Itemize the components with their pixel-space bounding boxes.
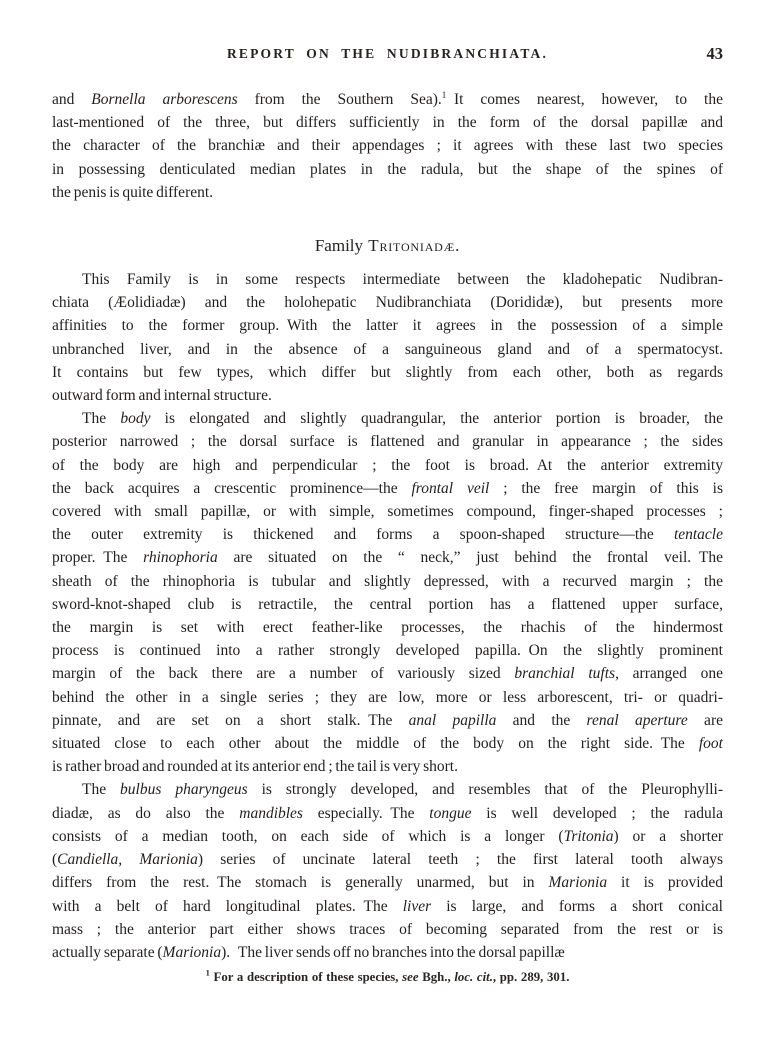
superscript-ref: 1 — [441, 89, 447, 100]
text-line — [52, 871, 723, 894]
text-segment: Marionia — [548, 874, 608, 892]
text-line — [52, 477, 723, 500]
text-line — [52, 895, 723, 918]
paragraph — [52, 88, 723, 204]
running-head-title: REPORT ON THE NUDIBRANCHIATA. — [226, 46, 549, 61]
text-line — [52, 361, 723, 384]
text-segment: and the — [496, 711, 587, 729]
text-line — [52, 639, 723, 662]
text-segment: ; the free margin of this is — [489, 479, 723, 497]
text-segment: situated close to each other about the middle of the body on the right side. The — [52, 735, 699, 753]
text-line — [52, 181, 723, 204]
text-segment: ( — [52, 851, 58, 869]
text-segment: ). The liver sends off no branches into the dorsal papillæ — [221, 943, 565, 961]
text-segment: process is continued into a rather strongly developed papilla. On the slightly prominent — [52, 642, 723, 660]
text-segment: , arranged one — [615, 665, 723, 683]
text-line — [52, 430, 723, 453]
text-segment: it is provided — [607, 874, 723, 892]
text-segment: frontal veil — [411, 479, 490, 497]
text-segment: sword-knot-shaped club is retractile, the central portion has a flattened upper surface, — [52, 595, 723, 613]
text-column — [52, 88, 723, 986]
text-segment: body — [120, 410, 151, 428]
text-line — [52, 384, 723, 407]
text-segment: mandibles — [239, 804, 303, 822]
text-segment: For a description of these species, — [209, 970, 403, 985]
text-line — [52, 593, 723, 616]
text-segment: especially. The — [302, 804, 430, 822]
text-segment: It contains but few types, which differ but slightly from each other, both as regards — [52, 363, 723, 381]
text-segment: actually separate ( — [52, 943, 163, 961]
text-segment: The — [82, 410, 121, 428]
running-head — [52, 46, 723, 66]
text-line — [52, 709, 723, 732]
text-segment: is large, and forms a short conical — [431, 897, 723, 915]
text-segment: of the body are high and perpendicular ; the foot is broad. At the anterior extremity — [52, 456, 723, 474]
text-segment: diadæ, as do also the — [52, 804, 240, 822]
text-segment: the penis is quite different. — [52, 183, 214, 201]
paragraph — [52, 778, 723, 964]
text-line — [52, 111, 723, 134]
section-heading — [52, 234, 723, 258]
text-line — [52, 88, 723, 111]
text-segment: loc. cit. — [454, 970, 493, 985]
text-segment: liver — [402, 897, 432, 915]
text-segment: rhinophoria — [143, 549, 218, 567]
text-line — [52, 778, 723, 801]
text-segment: the character of the branchiæ and their appendages ; it agrees with these last two species — [52, 137, 723, 155]
text-line — [52, 662, 723, 685]
text-segment: tentacle — [673, 526, 723, 544]
text-segment: is rather broad and rounded at its anterior end ; the tail is very short. — [52, 758, 458, 776]
text-segment: outward form and internal structure. — [52, 387, 272, 405]
text-segment: with a belt of hard longitudinal plates. The — [52, 897, 403, 915]
text-segment: foot — [698, 735, 723, 753]
text-segment: behind the other in a single series ; they are low, more or less arborescent, tri- or quadri- — [52, 688, 723, 706]
text-segment: posterior narrowed ; the dorsal surface is flattened and granular in appearance ; the sides — [52, 433, 723, 451]
superscript-ref: 1 — [205, 967, 210, 978]
text-segment: margin of the back there are a number of variously sized — [52, 665, 515, 683]
text-segment: pinnate, and are set on a short stalk. The — [52, 711, 409, 729]
text-line — [52, 134, 723, 157]
text-segment: , pp. 289, 301. — [492, 970, 570, 985]
text-segment: is elongated and slightly quadrangular, the anterior portion is broader, the — [150, 410, 724, 428]
text-line — [52, 825, 723, 848]
text-line — [52, 570, 723, 593]
text-segment: anal papilla — [408, 711, 497, 729]
text-segment: in possessing denticulated median plates in the radula, but the shape of the spines of — [52, 160, 723, 178]
text-segment: tongue — [429, 804, 472, 822]
text-segment: The — [82, 781, 121, 799]
text-line — [52, 755, 723, 778]
text-segment: branchial tufts — [514, 665, 616, 683]
text-segment: is well developed ; the radula — [471, 804, 723, 822]
text-line — [52, 848, 723, 871]
text-line — [52, 500, 723, 523]
paragraph — [52, 407, 723, 778]
text-segment: the margin is set with erect feather-like processes, the rhachis of the hindermost — [52, 619, 723, 637]
text-segment: consists of a median tooth, on each side of which is a longer ( — [52, 827, 564, 845]
paragraph — [52, 268, 723, 407]
text-segment: This Family is in some respects intermediate between the kladohepatic Nudibran- — [82, 271, 723, 289]
text-line — [52, 523, 723, 546]
text-segment: Tritoniadæ. — [368, 236, 461, 256]
text-segment: ) series of uncinate lateral teeth ; the first lateral tooth always — [197, 851, 723, 869]
text-segment: from the Southern Sea). — [237, 91, 442, 108]
text-segment: Candiella, Marionia — [57, 851, 198, 869]
text-segment: chiata (Æolidiadæ) and the holohepatic Nudibranchiata (Dorididæ), but presents more — [52, 294, 723, 312]
text-segment: sheath of the rhinophoria is tubular and slightly depressed, with a recurved margin ; the — [52, 572, 723, 590]
text-segment: proper. The — [52, 549, 144, 567]
footnote — [52, 968, 723, 986]
text-segment: It comes nearest, however, to the — [446, 91, 723, 108]
text-segment: bulbus pharyngeus — [120, 781, 248, 799]
text-segment: covered with small papillæ, or with simple, sometimes compound, finger-shaped processes ; — [52, 503, 723, 521]
text-line — [52, 686, 723, 709]
text-segment: Bgh., — [418, 970, 455, 985]
text-segment: Bornella arborescens — [91, 91, 238, 108]
text-line — [52, 546, 723, 569]
text-segment: and — [52, 91, 92, 108]
text-line — [52, 158, 723, 181]
text-segment: renal aperture — [586, 711, 688, 729]
text-line — [52, 454, 723, 477]
text-segment: mass ; the anterior part either shows traces of becoming separated from the rest or is — [52, 920, 723, 938]
text-segment: Tritonia — [563, 827, 614, 845]
text-line — [52, 732, 723, 755]
text-segment: are — [687, 711, 723, 729]
text-segment: last-mentioned of the three, but differs sufficiently in the form of the dorsal papillæ and — [52, 114, 723, 132]
text-segment: differs from the rest. The stomach is generally unarmed, but in — [52, 874, 549, 892]
text-line — [52, 407, 723, 430]
text-segment: ) or a shorter — [613, 827, 723, 845]
text-line — [52, 338, 723, 361]
text-segment: see — [402, 970, 419, 985]
text-line — [52, 314, 723, 337]
text-segment: affinities to the former group. With the latter it agrees in the possession of a simple — [52, 317, 723, 335]
text-segment: are situated on the “ neck,” just behind the frontal veil. The — [217, 549, 723, 567]
text-line — [52, 291, 723, 314]
page-number: 43 — [706, 44, 723, 63]
text-line — [52, 268, 723, 291]
text-segment: Marionia — [162, 943, 222, 961]
text-segment: Family — [314, 236, 369, 256]
text-line — [52, 616, 723, 639]
text-segment: unbranched liver, and in the absence of a sanguineous gland and of a spermatocyst. — [52, 340, 723, 358]
text-segment: is strongly developed, and resembles that of the Pleurophylli- — [247, 781, 724, 799]
text-line — [52, 802, 723, 825]
text-segment: the outer extremity is thickened and forms a spoon-shaped structure—the — [52, 526, 674, 544]
text-line — [52, 918, 723, 941]
text-segment: the back acquires a crescentic prominence—the — [52, 479, 412, 497]
text-line — [52, 941, 723, 964]
